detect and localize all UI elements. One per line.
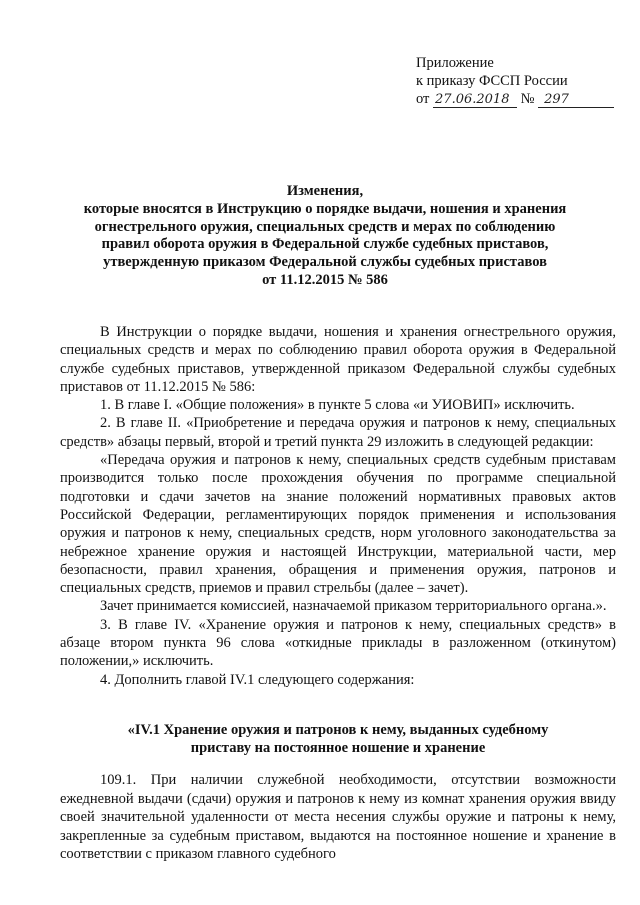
from-label: от <box>416 91 430 107</box>
appendix-block <box>416 54 614 108</box>
chapter-heading <box>60 721 616 757</box>
order-number-handwritten: 297 <box>538 93 614 108</box>
appendix-line-1: Приложение <box>416 55 494 71</box>
document-body <box>60 323 616 689</box>
paragraph-item-4: 4. Дополнить главой IV.1 следующего содержания: <box>100 671 415 688</box>
appendix-line-2: к приказу ФССП России <box>416 73 568 89</box>
number-label: № <box>520 91 535 107</box>
title-line-4: правил оборота оружия в Федеральной службе судебных приставов, <box>101 236 549 253</box>
paragraph-item-2: 2. В главе II. «Приобретение и передача оружия и патронов к нему, специальных средств» абзацы первый, второй и третий пункта 29 изложить в следующей редакции: <box>60 415 616 450</box>
paragraph-item-1: 1. В главе I. «Общие положения» в пункте 5 слова «и УИОВИП» исключить. <box>100 397 575 414</box>
title-line-3: огнестрельного оружия, специальных средств и мерах по соблюдению <box>94 218 556 235</box>
title-line-5: утвержденную приказом Федеральной службы судебных приставов <box>103 254 547 271</box>
chapter-heading-line-2: приставу на постоянное ношение и хранение <box>190 740 486 756</box>
paragraph-quote-2: Зачет принимается комиссией, назначаемой приказом территориального органа.». <box>100 598 607 615</box>
document-title <box>60 183 590 290</box>
title-line-1: Изменения, <box>286 183 364 199</box>
chapter-heading-line-1: «IV.1 Хранение оружия и патронов к нему, выданных судебному <box>127 722 549 738</box>
order-date-handwritten: 27.06.2018 <box>433 93 517 108</box>
paragraph-109-1: 109.1. При наличии служебной необходимости, отсутствии возможности ежедневной выдачи (сдачи) оружия и патронов к нему из комнат хранения оружия ввиду своей значительной удаленности от места несения службы оружие и патроны к нему, закрепленные за судебным приставом, выдаются на постоянное ношение и хранение в соответствии с приказом главного судебного <box>60 772 616 863</box>
appendix-line-3 <box>416 90 614 108</box>
title-line-2: которые вносятся в Инструкцию о порядке выдачи, ношения и хранения <box>83 200 567 217</box>
paragraph-item-3: 3. В главе IV. «Хранение оружия и патронов к нему, специальных средств» в абзаце втором пункта 96 слова «откидные приклады в разложенном (откинутом) положении,» исключить. <box>60 616 616 670</box>
title-line-6: от 11.12.2015 № 586 <box>262 271 388 288</box>
paragraph-quote-1: «Передача оружия и патронов к нему, специальных средств судебным приставам производится только после прохождения обучения по программе специальной подготовки и сдачи зачетов на знание положений нормативных правовых актов Российской Федерации, регламентирующих порядок применения и использования оружия и патронов к нему, специальных средств, норм уголовного законодательства за небрежное хранение оружия и настоящей Инструкции, материальной части, мер безопасности, правил хранения, обращения и применения оружия, патронов и специальных средств, приемов и правил стрельбы (далее – зачет). <box>60 452 616 597</box>
paragraph-intro: В Инструкции о порядке выдачи, ношения и хранения огнестрельного оружия, специальных средств и мерах по соблюдению правил оборота оружия в Федеральной службе судебных приставов, утвержденной приказом Федеральной службы судебных приставов от 11.12.2015 № 586: <box>60 324 616 395</box>
chapter-body <box>60 771 616 864</box>
